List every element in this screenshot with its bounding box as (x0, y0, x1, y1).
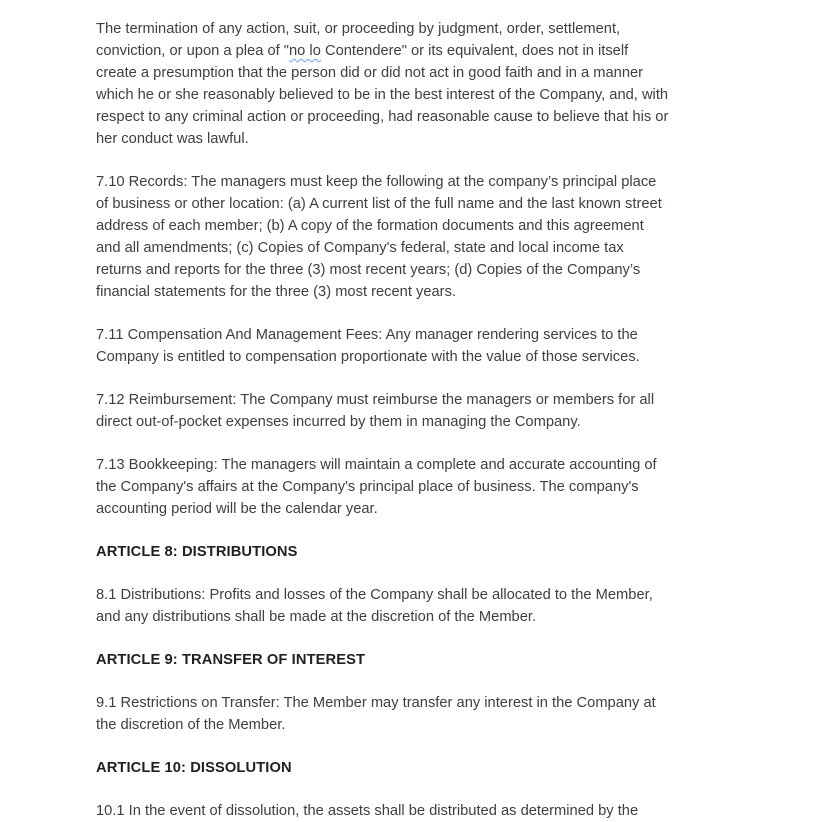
heading-article-10 (96, 757, 720, 779)
text-line: which he or she reasonably believed to be in the best interest of the Company, and, with (96, 87, 669, 103)
text-line: financial statements for the three (3) most recent years. (96, 284, 457, 300)
text-line: Company is entitled to compensation proportionate with the value of those services. (96, 349, 640, 365)
text-line: respect to any criminal action or proceeding, had reasonable cause to believe that his or (96, 109, 669, 125)
heading-article-9 (96, 649, 720, 671)
paragraph-7-11-compensation (96, 324, 720, 368)
text-line: create a presumption that the person did or did not act in good faith and in a manner (96, 65, 644, 81)
text-segment: Contendere" or its equivalent, does not in itself (320, 43, 629, 59)
text-line: the discretion of the Member. (96, 717, 286, 733)
paragraph-9-1-restrictions (96, 692, 720, 736)
text-line: of business or other location: (a) A current list of the full name and the last known street (96, 196, 662, 212)
paragraph-8-1-distributions (96, 584, 720, 628)
text-line: 7.10 Records: The managers must keep the following at the company’s principal place (96, 174, 657, 190)
text-line: The termination of any action, suit, or proceeding by judgment, order, settlement, (96, 21, 621, 37)
paragraph-termination (96, 18, 720, 150)
text-line: 8.1 Distributions: Profits and losses of the Company shall be allocated to the Member, (96, 587, 653, 603)
text-line: 9.1 Restrictions on Transfer: The Member may transfer any interest in the Company at (96, 695, 656, 711)
text-line: 10.1 In the event of dissolution, the assets shall be distributed as determined by the (96, 803, 639, 819)
text-line: 7.12 Reimbursement: The Company must reimburse the managers or members for all (96, 392, 655, 408)
text-line: 7.11 Compensation And Management Fees: Any manager rendering services to the (96, 327, 638, 343)
text-line (96, 40, 720, 62)
paragraph-7-13-bookkeeping (96, 454, 720, 520)
text-line: direct out-of-pocket expenses incurred by them in managing the Company. (96, 414, 581, 430)
text-line: the Company's affairs at the Company's principal place of business. The company's (96, 479, 639, 495)
spellcheck-flagged-word[interactable]: no lo (289, 43, 321, 59)
text-line: accounting period will be the calendar year. (96, 501, 378, 517)
paragraph-7-12-reimbursement (96, 389, 720, 433)
heading-text: ARTICLE 10: DISSOLUTION (96, 760, 292, 776)
text-line: and all amendments; (c) Copies of Company's federal, state and local income tax (96, 240, 624, 256)
text-line: and any distributions shall be made at the discretion of the Member. (96, 609, 537, 625)
heading-article-8 (96, 541, 720, 563)
heading-text: ARTICLE 9: TRANSFER OF INTEREST (96, 652, 366, 668)
text-line: address of each member; (b) A copy of the formation documents and this agreement (96, 218, 644, 234)
text-segment: conviction, or upon a plea of " (96, 43, 290, 59)
text-line: 7.13 Bookkeeping: The managers will maintain a complete and accurate accounting of (96, 457, 657, 473)
heading-text: ARTICLE 8: DISTRIBUTIONS (96, 544, 298, 560)
paragraph-7-10-records (96, 171, 720, 303)
paragraph-10-1-dissolution (96, 800, 720, 822)
text-line: her conduct was lawful. (96, 131, 249, 147)
text-line: returns and reports for the three (3) most recent years; (d) Copies of the Company’s (96, 262, 641, 278)
